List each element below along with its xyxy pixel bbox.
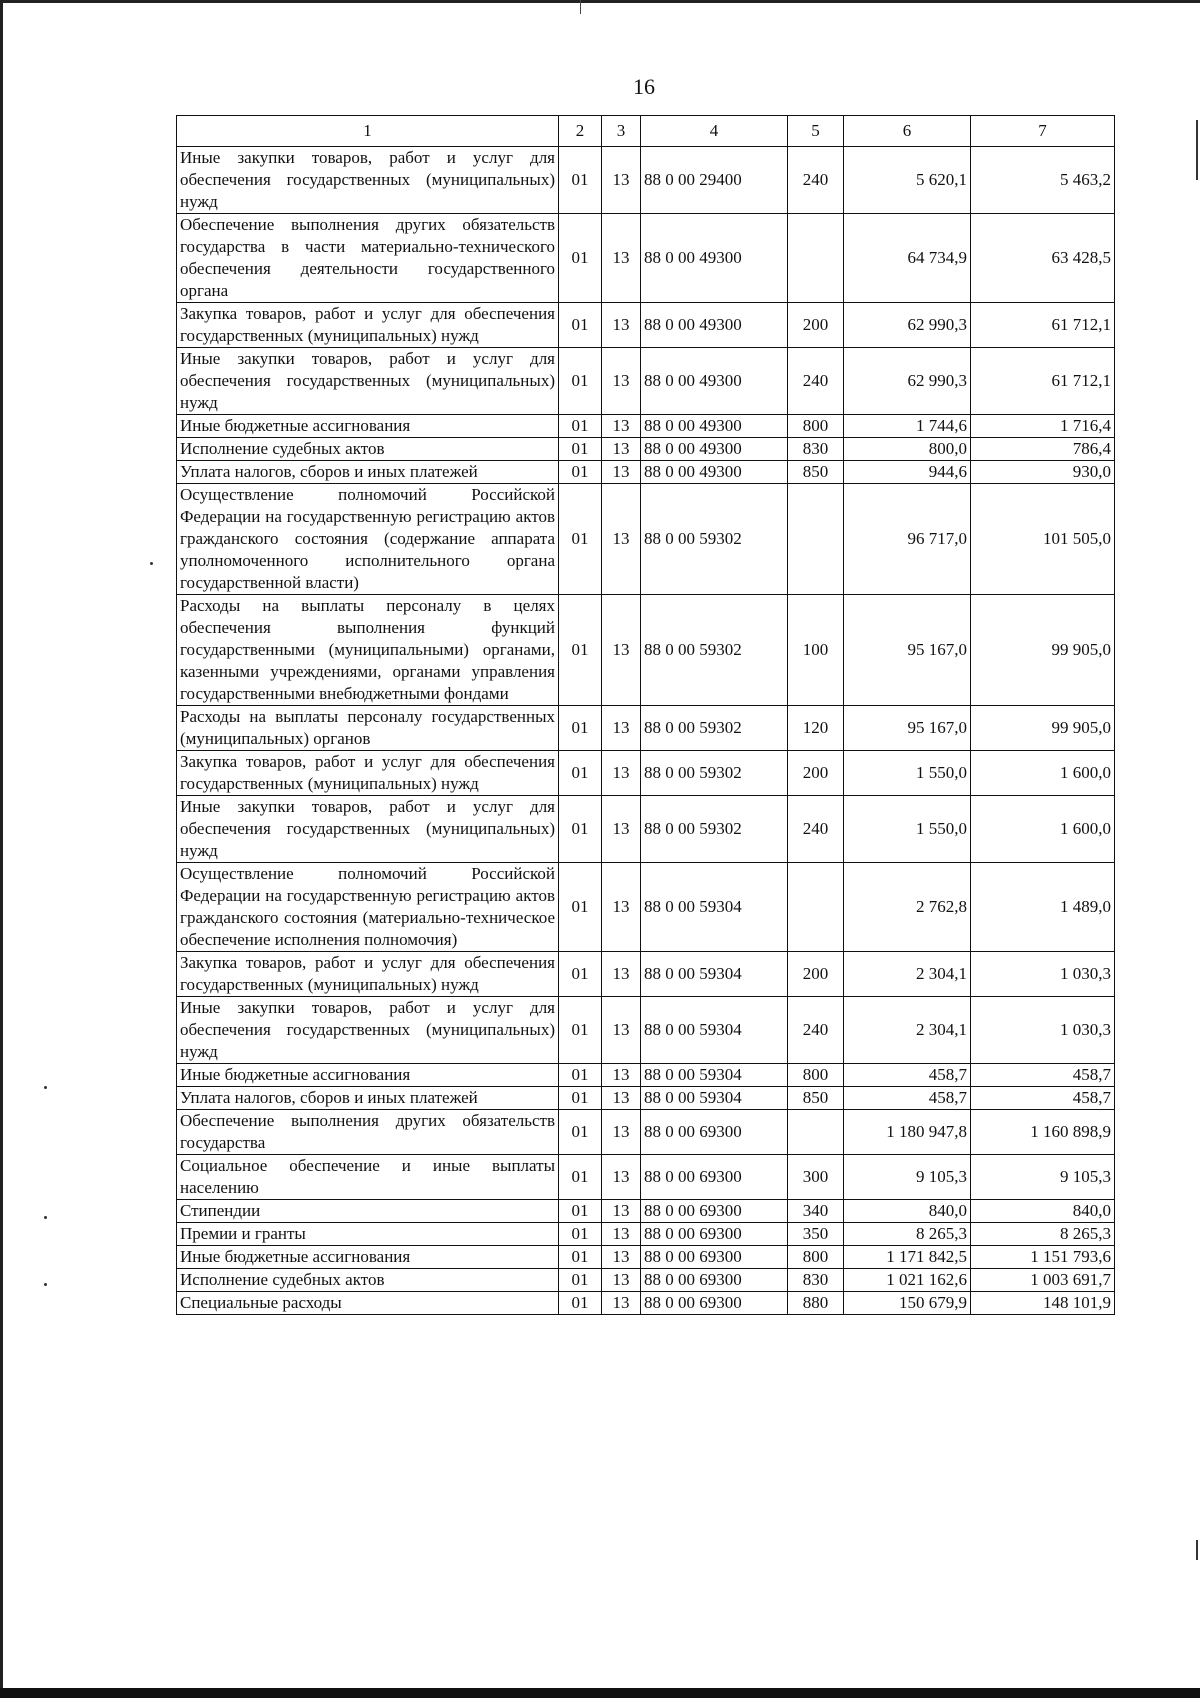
table-row: [177, 484, 1115, 595]
section-code: 01: [559, 438, 602, 461]
subsection-code: 13: [602, 706, 641, 751]
target-item-code: 88 0 00 29400: [641, 147, 788, 214]
amount-year-2: 148 101,9: [971, 1292, 1115, 1315]
table-row: [177, 751, 1115, 796]
expense-type-code: 100: [788, 595, 844, 706]
scan-mark: [1196, 120, 1198, 180]
amount-year-1: 1 744,6: [844, 415, 971, 438]
target-item-code: 88 0 00 49300: [641, 303, 788, 348]
amount-year-2: 63 428,5: [971, 214, 1115, 303]
subsection-code: 13: [602, 415, 641, 438]
target-item-code: 88 0 00 59302: [641, 796, 788, 863]
target-item-code: 88 0 00 49300: [641, 348, 788, 415]
target-item-code: 88 0 00 69300: [641, 1292, 788, 1315]
table-row: [177, 706, 1115, 751]
amount-year-2: 61 712,1: [971, 303, 1115, 348]
row-name: Исполнение судебных актов: [177, 1269, 559, 1292]
amount-year-1: 944,6: [844, 461, 971, 484]
table-row: [177, 415, 1115, 438]
target-item-code: 88 0 00 59302: [641, 595, 788, 706]
amount-year-1: 64 734,9: [844, 214, 971, 303]
expense-type-code: 830: [788, 438, 844, 461]
section-code: 01: [559, 595, 602, 706]
table-row: [177, 1223, 1115, 1246]
subsection-code: 13: [602, 1110, 641, 1155]
table-row: [177, 595, 1115, 706]
expense-type-code: [788, 1110, 844, 1155]
table-row: [177, 1292, 1115, 1315]
section-code: 01: [559, 1064, 602, 1087]
row-name: Осуществление полномочий Российской Федерации на государственную регистрацию актов гражданского состояния (материально-техническое обеспечение исполнения полномочия): [177, 863, 559, 952]
scan-border-bottom: [0, 1688, 1200, 1698]
column-header: 5: [788, 116, 844, 147]
subsection-code: 13: [602, 997, 641, 1064]
table-row: [177, 1087, 1115, 1110]
row-name: Закупка товаров, работ и услуг для обеспечения государственных (муниципальных) нужд: [177, 751, 559, 796]
subsection-code: 13: [602, 1155, 641, 1200]
subsection-code: 13: [602, 438, 641, 461]
expense-type-code: 800: [788, 1246, 844, 1269]
amount-year-1: 1 550,0: [844, 796, 971, 863]
target-item-code: 88 0 00 69300: [641, 1223, 788, 1246]
section-code: 01: [559, 1110, 602, 1155]
amount-year-2: 458,7: [971, 1087, 1115, 1110]
row-name: Закупка товаров, работ и услуг для обеспечения государственных (муниципальных) нужд: [177, 303, 559, 348]
table-row: [177, 952, 1115, 997]
amount-year-1: 5 620,1: [844, 147, 971, 214]
expense-type-code: 200: [788, 751, 844, 796]
subsection-code: 13: [602, 1200, 641, 1223]
expense-type-code: [788, 863, 844, 952]
expense-type-code: 850: [788, 461, 844, 484]
subsection-code: 13: [602, 147, 641, 214]
table-row: [177, 461, 1115, 484]
table-row: [177, 1064, 1115, 1087]
amount-year-1: 2 304,1: [844, 952, 971, 997]
expense-type-code: 240: [788, 147, 844, 214]
target-item-code: 88 0 00 59304: [641, 1087, 788, 1110]
amount-year-1: 1 021 162,6: [844, 1269, 971, 1292]
expense-type-code: [788, 214, 844, 303]
target-item-code: 88 0 00 59304: [641, 997, 788, 1064]
amount-year-1: 150 679,9: [844, 1292, 971, 1315]
amount-year-2: 1 600,0: [971, 796, 1115, 863]
amount-year-2: 1 151 793,6: [971, 1246, 1115, 1269]
row-name: Уплата налогов, сборов и иных платежей: [177, 461, 559, 484]
expense-type-code: 120: [788, 706, 844, 751]
row-name: Иные закупки товаров, работ и услуг для обеспечения государственных (муниципальных) нужд: [177, 348, 559, 415]
amount-year-1: 9 105,3: [844, 1155, 971, 1200]
table-row: [177, 1246, 1115, 1269]
row-name: Обеспечение выполнения других обязательств государства в части материально-технического обеспечения деятельности государственного органа: [177, 214, 559, 303]
target-item-code: 88 0 00 49300: [641, 461, 788, 484]
column-header: 3: [602, 116, 641, 147]
subsection-code: 13: [602, 461, 641, 484]
row-name: Иные бюджетные ассигнования: [177, 1064, 559, 1087]
target-item-code: 88 0 00 69300: [641, 1110, 788, 1155]
amount-year-2: 1 003 691,7: [971, 1269, 1115, 1292]
target-item-code: 88 0 00 69300: [641, 1155, 788, 1200]
target-item-code: 88 0 00 49300: [641, 438, 788, 461]
amount-year-1: 2 304,1: [844, 997, 971, 1064]
expense-type-code: 300: [788, 1155, 844, 1200]
row-name: Специальные расходы: [177, 1292, 559, 1315]
amount-year-1: 1 550,0: [844, 751, 971, 796]
section-code: 01: [559, 1155, 602, 1200]
subsection-code: 13: [602, 303, 641, 348]
amount-year-2: 101 505,0: [971, 484, 1115, 595]
amount-year-2: 1 030,3: [971, 997, 1115, 1064]
amount-year-2: 458,7: [971, 1064, 1115, 1087]
scan-border-top: [0, 0, 1200, 3]
row-name: Премии и гранты: [177, 1223, 559, 1246]
amount-year-2: 1 030,3: [971, 952, 1115, 997]
target-item-code: 88 0 00 59304: [641, 1064, 788, 1087]
row-name: Социальное обеспечение и иные выплаты населению: [177, 1155, 559, 1200]
expense-type-code: 200: [788, 303, 844, 348]
amount-year-2: 1 600,0: [971, 751, 1115, 796]
expense-type-code: 200: [788, 952, 844, 997]
scan-mark: [1196, 1540, 1198, 1560]
subsection-code: 13: [602, 348, 641, 415]
expense-type-code: 800: [788, 1064, 844, 1087]
section-code: 01: [559, 1223, 602, 1246]
amount-year-1: 840,0: [844, 1200, 971, 1223]
subsection-code: 13: [602, 952, 641, 997]
section-code: 01: [559, 348, 602, 415]
subsection-code: 13: [602, 1246, 641, 1269]
target-item-code: 88 0 00 69300: [641, 1269, 788, 1292]
column-header: 2: [559, 116, 602, 147]
section-code: 01: [559, 214, 602, 303]
column-header: 7: [971, 116, 1115, 147]
table-row: [177, 348, 1115, 415]
row-name: Стипендии: [177, 1200, 559, 1223]
amount-year-2: 1 160 898,9: [971, 1110, 1115, 1155]
table-row: [177, 147, 1115, 214]
target-item-code: 88 0 00 59302: [641, 751, 788, 796]
scan-mark: [580, 0, 581, 14]
expense-type-code: 340: [788, 1200, 844, 1223]
subsection-code: 13: [602, 595, 641, 706]
section-code: 01: [559, 1200, 602, 1223]
expense-type-code: 240: [788, 997, 844, 1064]
scan-speck: [44, 1216, 47, 1219]
subsection-code: 13: [602, 1292, 641, 1315]
table-row: [177, 303, 1115, 348]
row-name: Расходы на выплаты персоналу в целях обеспечения выполнения функций государственными (муниципальными) органами, казенными учреждениями, органами управления государственными внебюджетными фондами: [177, 595, 559, 706]
budget-table: [176, 115, 1115, 1315]
section-code: 01: [559, 796, 602, 863]
subsection-code: 13: [602, 863, 641, 952]
amount-year-1: 2 762,8: [844, 863, 971, 952]
section-code: 01: [559, 1087, 602, 1110]
section-code: 01: [559, 706, 602, 751]
expense-type-code: 830: [788, 1269, 844, 1292]
section-code: 01: [559, 303, 602, 348]
amount-year-2: 9 105,3: [971, 1155, 1115, 1200]
amount-year-1: 1 180 947,8: [844, 1110, 971, 1155]
expense-type-code: 240: [788, 796, 844, 863]
section-code: 01: [559, 461, 602, 484]
target-item-code: 88 0 00 59302: [641, 706, 788, 751]
expense-type-code: [788, 484, 844, 595]
scan-border-left: [0, 0, 3, 1698]
amount-year-2: 99 905,0: [971, 595, 1115, 706]
amount-year-2: 1 489,0: [971, 863, 1115, 952]
target-item-code: 88 0 00 69300: [641, 1200, 788, 1223]
amount-year-1: 95 167,0: [844, 706, 971, 751]
row-name: Иные бюджетные ассигнования: [177, 1246, 559, 1269]
row-name: Закупка товаров, работ и услуг для обеспечения государственных (муниципальных) нужд: [177, 952, 559, 997]
scan-speck: [44, 1086, 47, 1089]
row-name: Расходы на выплаты персоналу государственных (муниципальных) органов: [177, 706, 559, 751]
amount-year-2: 8 265,3: [971, 1223, 1115, 1246]
amount-year-2: 930,0: [971, 461, 1115, 484]
page-number: 16: [633, 74, 655, 99]
section-code: 01: [559, 1246, 602, 1269]
scan-speck: [150, 562, 153, 565]
subsection-code: 13: [602, 1223, 641, 1246]
table-row: [177, 214, 1115, 303]
table-row: [177, 796, 1115, 863]
amount-year-1: 800,0: [844, 438, 971, 461]
table-row: [177, 1110, 1115, 1155]
target-item-code: 88 0 00 49300: [641, 415, 788, 438]
amount-year-1: 8 265,3: [844, 1223, 971, 1246]
row-name: Осуществление полномочий Российской Федерации на государственную регистрацию актов гражданского состояния (содержание аппарата уполномоченного исполнительного органа государственной власти): [177, 484, 559, 595]
row-name: Иные закупки товаров, работ и услуг для обеспечения государственных (муниципальных) нужд: [177, 796, 559, 863]
target-item-code: 88 0 00 59302: [641, 484, 788, 595]
row-name: Обеспечение выполнения других обязательств государства: [177, 1110, 559, 1155]
amount-year-1: 62 990,3: [844, 303, 971, 348]
expense-type-code: 850: [788, 1087, 844, 1110]
expense-type-code: 880: [788, 1292, 844, 1315]
section-code: 01: [559, 1269, 602, 1292]
column-header: 4: [641, 116, 788, 147]
subsection-code: 13: [602, 214, 641, 303]
row-name: Иные закупки товаров, работ и услуг для обеспечения государственных (муниципальных) нужд: [177, 147, 559, 214]
subsection-code: 13: [602, 796, 641, 863]
amount-year-1: 458,7: [844, 1087, 971, 1110]
amount-year-1: 95 167,0: [844, 595, 971, 706]
amount-year-1: 62 990,3: [844, 348, 971, 415]
table-header-row: [177, 116, 1115, 147]
section-code: 01: [559, 997, 602, 1064]
amount-year-2: 5 463,2: [971, 147, 1115, 214]
expense-type-code: 240: [788, 348, 844, 415]
table-row: [177, 1200, 1115, 1223]
table-row: [177, 997, 1115, 1064]
amount-year-2: 61 712,1: [971, 348, 1115, 415]
row-name: Исполнение судебных актов: [177, 438, 559, 461]
section-code: 01: [559, 751, 602, 796]
scan-speck: [44, 1283, 47, 1286]
row-name: Иные бюджетные ассигнования: [177, 415, 559, 438]
subsection-code: 13: [602, 1064, 641, 1087]
column-header: 6: [844, 116, 971, 147]
target-item-code: 88 0 00 59304: [641, 863, 788, 952]
subsection-code: 13: [602, 751, 641, 796]
amount-year-2: 99 905,0: [971, 706, 1115, 751]
section-code: 01: [559, 952, 602, 997]
section-code: 01: [559, 147, 602, 214]
amount-year-1: 1 171 842,5: [844, 1246, 971, 1269]
amount-year-1: 458,7: [844, 1064, 971, 1087]
table-row: [177, 1269, 1115, 1292]
section-code: 01: [559, 484, 602, 595]
amount-year-2: 786,4: [971, 438, 1115, 461]
target-item-code: 88 0 00 69300: [641, 1246, 788, 1269]
expense-type-code: 350: [788, 1223, 844, 1246]
column-header: 1: [177, 116, 559, 147]
section-code: 01: [559, 863, 602, 952]
row-name: Уплата налогов, сборов и иных платежей: [177, 1087, 559, 1110]
table-row: [177, 863, 1115, 952]
table-row: [177, 438, 1115, 461]
table-row: [177, 1155, 1115, 1200]
subsection-code: 13: [602, 484, 641, 595]
amount-year-2: 1 716,4: [971, 415, 1115, 438]
subsection-code: 13: [602, 1087, 641, 1110]
amount-year-2: 840,0: [971, 1200, 1115, 1223]
subsection-code: 13: [602, 1269, 641, 1292]
section-code: 01: [559, 1292, 602, 1315]
target-item-code: 88 0 00 59304: [641, 952, 788, 997]
section-code: 01: [559, 415, 602, 438]
expense-type-code: 800: [788, 415, 844, 438]
row-name: Иные закупки товаров, работ и услуг для обеспечения государственных (муниципальных) нужд: [177, 997, 559, 1064]
amount-year-1: 96 717,0: [844, 484, 971, 595]
target-item-code: 88 0 00 49300: [641, 214, 788, 303]
